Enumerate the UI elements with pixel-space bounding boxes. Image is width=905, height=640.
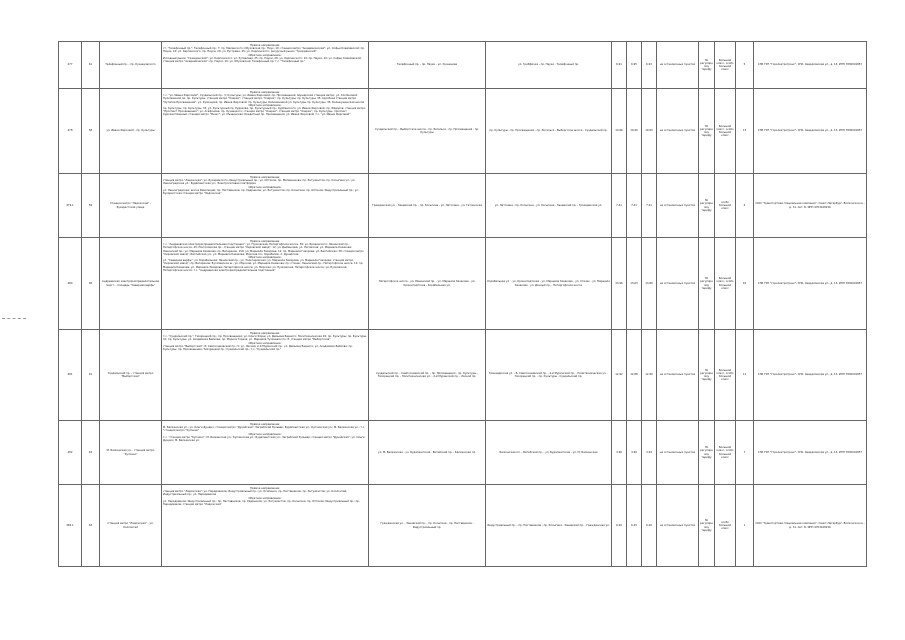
cell-n: 480 [59, 238, 82, 330]
cell-stops: на остановочных пунктах [657, 89, 699, 174]
direction-heading: Обратное направление: [248, 185, 282, 189]
direction-stops-text: ул. "Северная верфь"; ул. Корабельная; Ленинский пр.; ул. Зольтеровская; ул. Маршала Захарова; ул. Маршала Говорова; станция метро "Кировский завод"; пр. Ветеранов; Бугапевское ш.; ул. Морская; ул. Маршала Казакова; пр. Стачек; Ленинский пр.; Петергофское шоссе; 12; пр. Маршала Казакова; ул. Маршала Захарова; Петергофское шоссе; ул. Морская; ул. Пулковская; Петергофское шоссе; ул. Пулковская; Петергофское шоссе; т.с. "Андреевская электрораспределительная подстанция" [163, 259, 364, 272]
cell-vehicle: Большой класс, особо большой класс [715, 89, 736, 174]
cell-len-back: 3,90 [627, 421, 642, 485]
cell-streets-fwd: Гражданская ул. - Заневский пр. - пр. Косыгина - ул. Латохина - ул. Гатчинская [369, 174, 486, 238]
cell-code: 60 [82, 238, 100, 330]
direction-heading: Обратное направление: [248, 496, 282, 500]
cell-code: 59 [82, 174, 100, 238]
table-row [59, 330, 867, 421]
cell-vehicle: Большой класс, особо большой класс [715, 42, 736, 89]
table-row [59, 238, 867, 330]
cell-vehicle: Большой класс, особо большой класс [715, 421, 736, 485]
cell-code: 61 [82, 330, 100, 421]
cell-len-back: 6,95 [627, 42, 642, 89]
cell-code: 61 [82, 42, 100, 89]
table-body [59, 42, 867, 567]
direction-stops-text: ст. "Телефонный пр."; Телефонный пр.; Т. пр. Малинского; Обуховская пр.; Наук; 10; станция метро "Академическая"; ул. Софьи Ковалевской; пр. Науки, 10; ул. Карпинского; пр. Науки, 20; ул. Рустрема, 25; ул. Карпинского; ресурсный рынок "Гражданский" [163, 47, 365, 54]
cell-len-avg: 7,41 [642, 174, 657, 238]
cell-route-path [162, 174, 369, 238]
cell-route-path [162, 89, 369, 174]
direction-stops-text: т.с. "Суздальский пр."; Тихорецкий пр.; пр. Просвещения; ул. Ольги Форш; ул. Демьяна Бедного; Политехническая 29; пр. Культуры; пр. Культуры, 31; пр. Культуры; ул. Академика Байкова; пр. Мориса Тореза; ул. Маршала Тухачевского; 8; станция метро "Выборгская" [163, 335, 367, 342]
cell-count: 16 [736, 238, 754, 330]
cell-name: ул. Ивана Фирсовой - пр. Культуры [100, 89, 162, 174]
cell-streets-back: ул. Грибфичка - пр. Науки - Телефонный пр. [486, 42, 612, 89]
table-row [59, 485, 867, 567]
cell-count: 11 [736, 330, 754, 421]
cell-name: М. Балканская ул. - станция метро "Купчино" [100, 421, 162, 485]
table-row [59, 174, 867, 238]
cell-code: 63 [82, 485, 100, 567]
cell-len-fwd: 6,91 [612, 42, 627, 89]
cell-vehicle: особо большой класс [715, 174, 736, 238]
cell-route-path [162, 485, 369, 567]
cell-count: 5 [736, 42, 754, 89]
direction-stops-text: ул. Ленинградская; шоссе Революции; пр. Наставников; пр. Ударников; ул. Энтузиастов; пр. Косыгина; пр. Оптиков; Индустриальный пр.; ул. Бухарестская станция метро "Ладожская" [163, 188, 359, 196]
cell-len-avg: 6,26 [642, 485, 657, 567]
cell-n: 482 [59, 421, 82, 485]
cell-mode: По регулярному тарифу [699, 485, 715, 567]
table-row [59, 89, 867, 174]
cell-streets-back: ул. Латохина - пр. Косыгина - ул. Косыгина - Заневский пр. - Гражданская ул. [486, 174, 612, 238]
cell-name: Андреевская электрораспределительная подст. - площадь "Северная верфь" [100, 238, 162, 330]
direction-heading: Прямое направление: [250, 332, 280, 335]
cell-streets-fwd: Суздальский пр. - Сампсониевский пр. - пр. Просвещения - пр. Культуры - Тихорецкий пр. - Политехническая ул. - 2-й Муринский пр. - Лесной пр. [369, 330, 486, 421]
cell-route-path [162, 42, 369, 89]
cell-n: 478 [59, 89, 82, 174]
direction-stops-text: Исходный рынок "Гражданский"; ул. Карпинского; ул. Рутвелева, 25; пр. Науки, 20; ул. Карпинского; 10; пр. Науки, 10; ул. Софьи Ковалевской; станция метро "Академическая"; пр. Науки, 10; ул. Обуховская; Телефонный пр. т.с. "Телефонный пр." [163, 56, 362, 64]
cell-count: 13 [736, 89, 754, 174]
cell-len-back: 12,88 [627, 330, 642, 421]
cell-len-avg: 3,93 [642, 421, 657, 485]
cell-mode: По регулярному тарифу [699, 174, 715, 238]
cell-mode: По регулярному тарифу [699, 89, 715, 174]
direction-heading: Прямое направление: [250, 44, 280, 47]
direction-stops-text: т.с. "Андреевская электрораспределительная подстанция"; ул. Пулковская; Петергофское шоссе, 59; ул. Бровинского; Ленинский пр.; Петергофское шоссе, 45; Юнтоловская пр.; станция метро "Кировский завод"; 12; ул. Дыбенкова; ул. Лиговская; ул. Маршала Казакова; Ленинский пр.; ул. Маршала Казакова; пр. Ветеранов, 150; ул. Маршала Захарова; 12; пр. Маршала Говорова; ул. Балтийская; 38; станция метро "Кировский завод"; Балтийская ул.; ул. Маршала Казакова; Морская пл.; Корабелов, 2; Дунайская [163, 243, 364, 256]
cell-n: 479.1 [59, 174, 82, 238]
cell-streets-back: Корабельная ул. - ул. Кронштадтская - ул. Маршала Казакова - ул. Стачек - ул. Маршала Казакова - ул. Дачный пр. - Петергофское шоссе [486, 238, 612, 330]
direction-heading: Прямое направление: [250, 487, 280, 490]
cell-len-back: 13,63 [627, 238, 642, 330]
cell-vehicle: Большой класс, особо большой класс [715, 330, 736, 421]
cell-stops: на остановочных пунктах [657, 174, 699, 238]
cell-n: 482.1 [59, 485, 82, 567]
cell-mode: По регулярному тарифу [699, 421, 715, 485]
cell-count: 7 [736, 421, 754, 485]
cell-streets-fwd: Петергофское шоссе - ул. Лёнинский пр. - ул. Маршала Казакова - ул. Кронштадтская - Корабельная ул. [369, 238, 486, 330]
cell-route-path [162, 330, 369, 421]
direction-heading: Прямое направление: [250, 176, 280, 179]
direction-heading: Обратное направление: [248, 432, 282, 436]
cell-carrier: СПб ГУП "Горэлектротранс", СПб, Свердловская ул., д. 13, ИНН 7830001857 [754, 42, 867, 89]
direction-heading: Обратное направление: [248, 103, 282, 107]
table-row [59, 42, 867, 89]
direction-heading: Обратное направление: [248, 53, 282, 57]
cell-streets-fwd: Телефонный пр. - пр. Науки - ул. Кузнецова [369, 42, 486, 89]
cell-vehicle: Большой класс, особо большой класс [715, 238, 736, 330]
table-row [59, 421, 867, 485]
cell-name: Телефонный пр. - пр. Кузнецовского [100, 42, 162, 89]
cell-streets-fwd: ул. М. Балканская - ул. Будапештская - Витебский пр. - Балканская пл. [369, 421, 486, 485]
direction-heading: Обратное направление: [248, 341, 282, 345]
cell-len-back: 7,41 [627, 174, 642, 238]
route-registry-table [58, 41, 867, 567]
cell-code: 58 [82, 89, 100, 174]
cell-len-fwd: 3,96 [612, 421, 627, 485]
direction-stops-text: станция метро "Ладожская"; ул. Передовиков; Индустриальный пр.; ул. Осипенко; пр. Наставников; пр. Энтузиастов; ул. Коллонтай; Индустриальный пр.; ул. Передовиков [163, 490, 348, 497]
cell-streets-back: Балканская пл. - Витебский пр. - ул. Будапештская - ул. М. Балканская [486, 421, 612, 485]
cell-streets-back: Гренадерская ул. - Б. Сампсониевский пр. - 2-й Муринский пр. - Политехническая ул. - Тихорецкий пр. - пр. Культуры - Суздальский пр. [486, 330, 612, 421]
cell-len-fwd: 7,41 [612, 174, 627, 238]
cell-len-avg: 13,80 [642, 238, 657, 330]
cell-stops: на остановочных пунктах [657, 421, 699, 485]
cell-mode: По регулярному тарифу [699, 238, 715, 330]
cell-stops: на остановочных пунктах [657, 485, 699, 567]
direction-heading: Прямое направление: [250, 240, 280, 243]
cell-streets-fwd: Суздальский пр. - Выборгское шоссе - пр. Энгельса - пр. Просвещения - пр. Культуры [369, 89, 486, 174]
cell-mode: По регулярному тарифу [699, 330, 715, 421]
cell-mode: По регулярному тарифу [699, 42, 715, 89]
margin-tick-mark [2, 318, 26, 319]
cell-n: 481 [59, 330, 82, 421]
cell-count: 4 [736, 174, 754, 238]
cell-stops: на остановочных пунктах [657, 330, 699, 421]
cell-n: 477 [59, 42, 82, 89]
cell-carrier: СПб ГУП "Горэлектротранс", СПб, Свердловская ул., д. 13, ИНН 7830001857 [754, 330, 867, 421]
cell-code: 62 [82, 421, 100, 485]
cell-stops: на остановочных пунктах [657, 238, 699, 330]
cell-len-fwd: 10,96 [612, 89, 627, 174]
cell-carrier: СПб ГУП "Горэлектротранс", СПб, Свердловская ул., д. 13, ИНН 7830001857 [754, 238, 867, 330]
route-registry-sheet [58, 41, 866, 604]
cell-route-path [162, 421, 369, 485]
direction-stops-text: т.с. "станция метро "Купчино"; М. Балканская ул.; Купчинская ул.; Будапештская ул.; Загребский бульвар; станция метро "Дунайская"; ул. Ольги Дундич; М. Балканская ул. [163, 435, 365, 443]
direction-heading: Прямое направление: [250, 91, 280, 94]
cell-len-back: 10,90 [627, 89, 642, 174]
cell-carrier: СПб ГУП "Горэлектротранс", СПб, Свердловская ул., д. 13, ИНН 7830001857 [754, 89, 867, 174]
direction-stops-text: т.с. "ул. Ивана Фирсовой"; Суздальский пр., 3; Культуры; ул. Ивана Фирсовой; пр. Просвещения; Шушарская станция метро; ул. Хлопиновой Пулковкиной пр. пр. Культуры; станция метро "Озерки"; станция метро "Озерки"; пр. Культуры; пр. Культуры, 35; Аэробная станция метро "Кутепов Просвещения"; ул. Кузнецова; пр. Ивана Фирсовой; пр. Культуры; Калинишиной ул. Культуры пр. Культуры, 35; Большущенская школа [163, 94, 365, 104]
direction-heading: Прямое направление: [250, 423, 280, 426]
cell-count: 1 [736, 485, 754, 567]
cell-vehicle: особо большой класс [715, 485, 736, 567]
cell-len-avg: 6,93 [642, 42, 657, 89]
cell-name: Суздальский пр. - станция метро "Выборгская" [100, 330, 162, 421]
cell-name: Станция метро "Ладожская" - ул. Коллонтай [100, 485, 162, 567]
cell-stops: на остановочных пунктах [657, 42, 699, 89]
direction-stops-text: М. Балканская ул.; ул. Ольги Дундич; станция метро "Дунайская"; Загребский бульвар; Будапештская ул.; Купчинская ул.; М. Балканская ул.; т.с. "станция метро "Купчино" [163, 426, 365, 433]
cell-carrier: ООО "Транспортная специальная компания", Санкт-Петербург, Волхонское ш., д. 31, лит. Б, ИНН 4703108156 [754, 174, 867, 238]
cell-len-back: 6,25 [627, 485, 642, 567]
direction-stops-text: пр. Культуры; пр. Культуры, 35; ул. Культурный пр. Рудакова; пр. Культурный пр.; Курбанского; ул. Ивана Фирсовой; пр. Фёдоров; станция метро "Проспект Просвещения"; ул. Агафонова; пр. Кузнецкого; станция метро "Озерки"; станция метро "Озерки"; пр. Культуры; проспект Художественный; станция метро "Ячекс"; ул. Мышинская; Кредитный пр. Просвещения; ул. Ивана Фирсовой; т.с. "ул. Ивана Фирсовой" [163, 107, 366, 117]
direction-stops-text: ул. Передовиков; Индустриальный пр.; пр. Наставников; пр. Ударников; ул. Энтузиастов; пр. Косыгина; пр. Оптиков; Индустриальный пр.; пр. Передовиков; станция метро "Ладожская" [163, 499, 360, 507]
cell-len-fwd: 12,92 [612, 330, 627, 421]
direction-heading: Обратное направление: [248, 256, 282, 260]
direction-stops-text: станция метро "Ладожская"; ул. Бухаримского; Индустриальный пр.; ул. Оптиков; пр. Матвиенкова; пр. Энтузиастов; пр. Косыгина ул.; ул. Ленинградская ул.; Будапештская ул.; Электросетевая платформа [163, 179, 356, 186]
cell-route-path [162, 238, 369, 330]
cell-len-avg: 12,90 [642, 330, 657, 421]
cell-name: Станция метро "Ладожская" - Бухарестская улица [100, 174, 162, 238]
cell-len-fwd: 13,96 [612, 238, 627, 330]
cell-carrier: ООО "Транспортная специальная компания", Санкт-Петербург, Волхонское ш., д. 31, лит. Б, ИНН 4703108156 [754, 485, 867, 567]
cell-streets-back: Индустриальный пр. - пр. Наставников - пр. Косыгина - Заневский пр. - Гражданская ул. [486, 485, 612, 567]
cell-streets-back: пр. Культуры - пр. Просвещения - пр. Энгельса - Выборгское шоссе - Суздальский пр. [486, 89, 612, 174]
cell-streets-fwd: Гражданская ул. - Заневский пр. - пр. Косыгина - пр. Наставников - Индустриальный пр. [369, 485, 486, 567]
cell-len-fwd: 6,26 [612, 485, 627, 567]
cell-len-avg: 10,93 [642, 89, 657, 174]
direction-stops-text: станция метро "Выборгская"; 8; Сампсониевский пр.; 5; ул. Лесная; 2-й Муринский пр.; ул. Демьяна Бедного; ул. Академика Байкова; пр. Культуры; пр. Просвещения; Тихорецкий пр.; Суздальский пр.; т.с. "Суздальский пр." [163, 344, 353, 352]
cell-carrier: СПб ГУП "Горэлектротранс", СПб, Свердловская ул., д. 13, ИНН 7830001857 [754, 421, 867, 485]
